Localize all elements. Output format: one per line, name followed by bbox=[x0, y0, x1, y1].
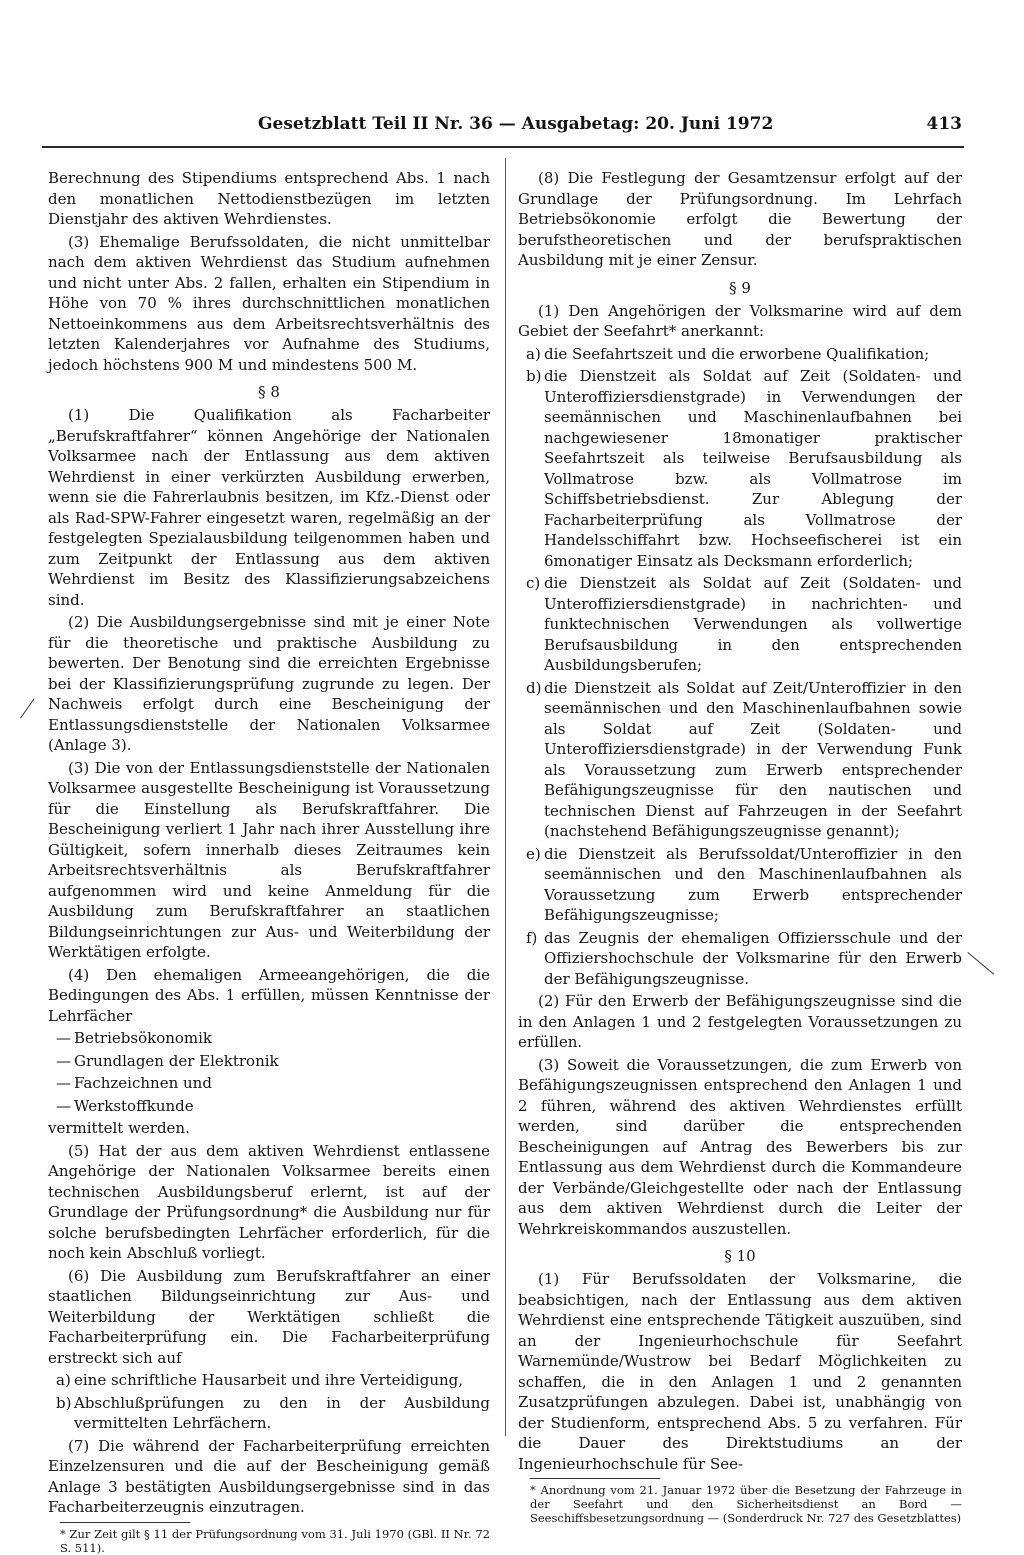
subject-text: Grundlagen der Elektronik bbox=[74, 1051, 279, 1070]
list-item-e bbox=[518, 844, 962, 926]
list-label: f) bbox=[526, 928, 538, 947]
paragraph-8-2: (2) Die Ausbildungsergebnisse sind mit je einer Note für die theoretische und praktische Ausbildung zu bewerten. Der Benotung sind die erreichten Ergebnisse bei der Klassifizierungsprüfung zugrunde zu legen. Der Nachweis erfolgt durch eine Bescheinigung der Entlassungsdienststelle der Nationalen Volksarmee (Anlage 3). bbox=[48, 613, 490, 754]
list-item-d bbox=[518, 678, 962, 842]
list-item-a bbox=[48, 1370, 490, 1391]
list-text: die Dienstzeit als Soldat auf Zeit/Unteroffizier in den seemännischen und den Maschinenlaufbahnen sowie als Soldat auf Zeit (Soldaten- und Unteroffiziersdienstgrade) in der Verwendung Funk als Voraussetzung zum Erwerb entsprechender Befähigungszeugnisse für den nautischen und technischen Dienst auf Fahrzeugen in der Seefahrt (nachstehend Befähigungszeugnisse genannt); bbox=[544, 678, 962, 840]
list-item-c bbox=[518, 573, 962, 676]
paragraph-9-2: (2) Für den Erwerb der Befähigungszeugnisse sind die in den Anlagen 1 und 2 festgelegten Voraussetzungen zu erfüllen. bbox=[518, 992, 962, 1051]
section-heading-8: § 8 bbox=[258, 383, 280, 401]
list-text: die Seefahrtszeit und die erworbene Qualifikation; bbox=[544, 344, 930, 363]
list-text: die Dienstzeit als Soldat auf Zeit (Soldaten- und Unteroffiziersdienstgrade) in Verwendungen der seemännischen und Maschinenlaufbahnen bei nachgewiesener 18monatiger praktischer Seefahrtszeit als teilweise Berufsausbildung als Vollmatrose bzw. als Vollmatrose im Schiffsbetriebsdienst. Zur Ablegung der Facharbeiterprüfung als Vollmatrose der Handelsschiffahrt bzw. Hochseefischerei ist ein 6monatiger Einsatz als Decksmann erforderlich; bbox=[544, 367, 962, 570]
list-item-b bbox=[48, 1393, 490, 1434]
dash-bullet: — bbox=[56, 1096, 71, 1115]
list-label: a) bbox=[56, 1371, 71, 1389]
paragraph-9-3: (3) Soweit die Voraussetzungen, die zum Erwerb von Befähigungszeugnissen entsprechend den Anlagen 1 und 2 führen, während des aktiven Wehrdienstes erfüllt werden, sind darüber die entsprechenden Bescheinigungen auf Antrag des Bewerbers bis zur Entlassung aus dem Wehrdienst durch die Kommandeure der Verbände/Gleichgestellte oder nach der Entlassung aus dem aktiven Wehrdienst durch die Leiter der Wehrkreiskommandos auszustellen. bbox=[518, 1055, 962, 1238]
paragraph-8-7: (7) Die während der Facharbeiterprüfung erreichten Einzelzensuren und die auf der Bescheinigung gemäß Anlage 3 bestätigten Ausbildungsergebnisse sind in das Facharbeiterzeugnis einzutragen. bbox=[48, 1436, 490, 1516]
list-item-b bbox=[518, 366, 962, 571]
running-header: Gesetzblatt Teil II Nr. 36 — Ausgabetag: 20. Juni 1972 bbox=[258, 114, 774, 134]
list-text: Abschlußprüfungen zu den in der Ausbildung vermittelten Lehrfächern. bbox=[74, 1393, 490, 1432]
footnote-rule bbox=[530, 1478, 660, 1479]
column-divider bbox=[505, 158, 506, 1436]
list-text: eine schriftliche Hausarbeit und ihre Verteidigung, bbox=[74, 1371, 464, 1389]
paragraph-8-5: (5) Hat der aus dem aktiven Wehrdienst entlassene Angehörige der Nationalen Volksarmee bereits einen technischen Ausbildungsberuf erlernt, ist auf der Grundlage der Prüfungsordnung* die Ausbildung nur für solche berufsbedingten Lehrfächer erforderlich, für die noch kein Abschluß vorliegt. bbox=[48, 1141, 490, 1262]
list-label: b) bbox=[56, 1393, 72, 1412]
paragraph-continuation: Berechnung des Stipendiums entsprechend Abs. 1 nach den monatlichen Nettodienstbezügen im letzten Dienstjahr des aktiven Wehrdienstes. bbox=[48, 169, 490, 228]
subject-item bbox=[48, 1096, 490, 1117]
dash-bullet: — bbox=[56, 1029, 71, 1047]
paragraph-8-4-end: vermittelt werden. bbox=[48, 1119, 190, 1137]
page-number: 413 bbox=[926, 114, 962, 134]
footnote: * Zur Zeit gilt § 11 der Prüfungsordnung vom 31. Juli 1970 (GBl. II Nr. 72 S. 511). bbox=[60, 1526, 490, 1555]
list-text: das Zeugnis der ehemaligen Offiziersschule und der Offiziershochschule der Volksmarine für den Erwerb der Befähigungszeugnisse. bbox=[544, 928, 962, 988]
paragraph-8-1: (1) Die Qualifikation als Facharbeiter „Berufskraftfahrer“ können Angehörige der Nationalen Volksarmee nach der Entlassung aus dem aktiven Wehrdienst in einer verkürzten Ausbildung erwerben, wenn sie die Fahrerlaubnis besitzen, im Kfz.-Dienst oder als Rad-SPW-Fahrer eingesetzt waren, regelmäßig an der festgelegten Spezialausbildung teilgenommen haben und zum Zeitpunkt der Entlassung aus dem aktiven Wehrdienst im Besitz des Klassifizierungsabzeichens sind. bbox=[48, 406, 490, 609]
subject-item bbox=[48, 1073, 490, 1094]
list-label: b) bbox=[526, 367, 542, 385]
subject-item bbox=[48, 1028, 490, 1049]
header-rule bbox=[42, 146, 964, 148]
margin-mark-right bbox=[967, 952, 994, 975]
list-label: a) bbox=[526, 344, 541, 363]
dash-bullet: — bbox=[56, 1051, 71, 1070]
list-label: d) bbox=[526, 678, 542, 697]
paragraph-8-3: (3) Die von der Entlassungsdienststelle der Nationalen Volksarmee ausgestellte Bescheinigung ist Voraussetzung für die Einstellung als Berufskraftfahrer. Die Bescheinigung verliert 1 Jahr nach ihrer Ausstellung ihre Gültigkeit, sofern innerhalb dieses Zeitraumes kein Arbeitsrechtsverhältnis als Berufskraftfahrer aufgenommen wird und keine Anmeldung für die Ausbildung zum Berufskraftfahrer an staatlichen Bildungseinrichtungen zur Aus- und Weiterbildung der Werktätigen erfolgte. bbox=[48, 758, 490, 961]
left-column bbox=[48, 168, 490, 1555]
subject-text: Fachzeichnen und bbox=[74, 1074, 212, 1092]
paragraph-10-1: (1) Für Berufssoldaten der Volksmarine, die beabsichtigen, nach der Entlassung aus dem aktiven Wehrdienst eine entsprechende Tätigkeit auszuüben, sind an der Ingenieurhochschule für Seefahrt Warnemünde/Wustrow bei Bedarf Möglichkeiten zu schaffen, die in den Anlagen 1 und 2 genannten Zusatzprüfungen abzulegen. Dabei ist, unabhängig von der Studienform, entsprechend Abs. 5 zu verfahren. Für die Dauer des Direktstudiums an der Ingenieurhochschule für See- bbox=[518, 1270, 962, 1473]
subject-text: Werkstoffkunde bbox=[74, 1096, 194, 1115]
footnote: * Anordnung vom 21. Januar 1972 über die Besetzung der Fahrzeuge in der Seefahrt und den Sicherheitsdienst an Bord — Seeschiffsbesetzungsordnung — (Sonderdruck Nr. 727 des Gesetzblattes) bbox=[530, 1483, 962, 1525]
section-heading-9: § 9 bbox=[729, 278, 751, 297]
paragraph-8-4: (4) Den ehemaligen Armeeangehörigen, die die Bedingungen des Abs. 1 erfüllen, müssen Kenntnisse der Lehrfächer bbox=[48, 965, 490, 1025]
right-column bbox=[518, 168, 962, 1525]
dash-bullet: — bbox=[56, 1074, 71, 1092]
subject-item bbox=[48, 1051, 490, 1072]
list-text: die Dienstzeit als Soldat auf Zeit (Soldaten- und Unteroffiziersdienstgrade) in nachrichten- und funktechnischen Verwendungen als vollwertige Berufsausbildung in den entsprechenden Ausbildungsberufen; bbox=[544, 574, 962, 674]
margin-mark-left bbox=[20, 698, 35, 718]
list-text: die Dienstzeit als Berufssoldat/Unteroffizier in den seemännischen und den Maschinenlaufbahnen als Voraussetzung zum Erwerb entsprechender Befähigungszeugnisse; bbox=[544, 844, 962, 924]
list-item-a bbox=[518, 344, 962, 365]
footnote-rule bbox=[60, 1522, 190, 1523]
paragraph-8-8: (8) Die Festlegung der Gesamtzensur erfolgt auf der Grundlage der Prüfungsordnung. Im Lehrfach Betriebsökonomie erfolgt die Bewertung der berufstheoretischen und der berufspraktischen Ausbildung mit je einer Zensur. bbox=[518, 169, 962, 269]
section-heading-10: § 10 bbox=[724, 1247, 756, 1265]
list-item-f bbox=[518, 928, 962, 990]
paragraph-7-3: (3) Ehemalige Berufssoldaten, die nicht unmittelbar nach dem aktiven Wehrdienst das Studium aufnehmen und nicht unter Abs. 2 fallen, erhalten ein Stipendium in Höhe von 70 % ihres durchschnittlichen monatlichen Nettoeinkommens aus dem Arbeitsrechtsverhältnis des letzten Kalenderjahres vor Aufnahme des Studiums, jedoch höchstens 900 M und mindestens 500 M. bbox=[48, 232, 490, 374]
subject-text: Betriebsökonomik bbox=[74, 1029, 213, 1047]
list-label: e) bbox=[526, 844, 541, 863]
paragraph-8-6: (6) Die Ausbildung zum Berufskraftfahrer an einer staatlichen Bildungseinrichtung zur Aus- und Weiterbildung der Werktätigen schließt die Facharbeiterprüfung ein. Die Facharbeiterprüfung erstreckt sich auf bbox=[48, 1266, 490, 1367]
list-label: c) bbox=[526, 574, 541, 592]
paragraph-9-1: (1) Den Angehörigen der Volksmarine wird auf dem Gebiet der Seefahrt* anerkannt: bbox=[518, 301, 962, 340]
